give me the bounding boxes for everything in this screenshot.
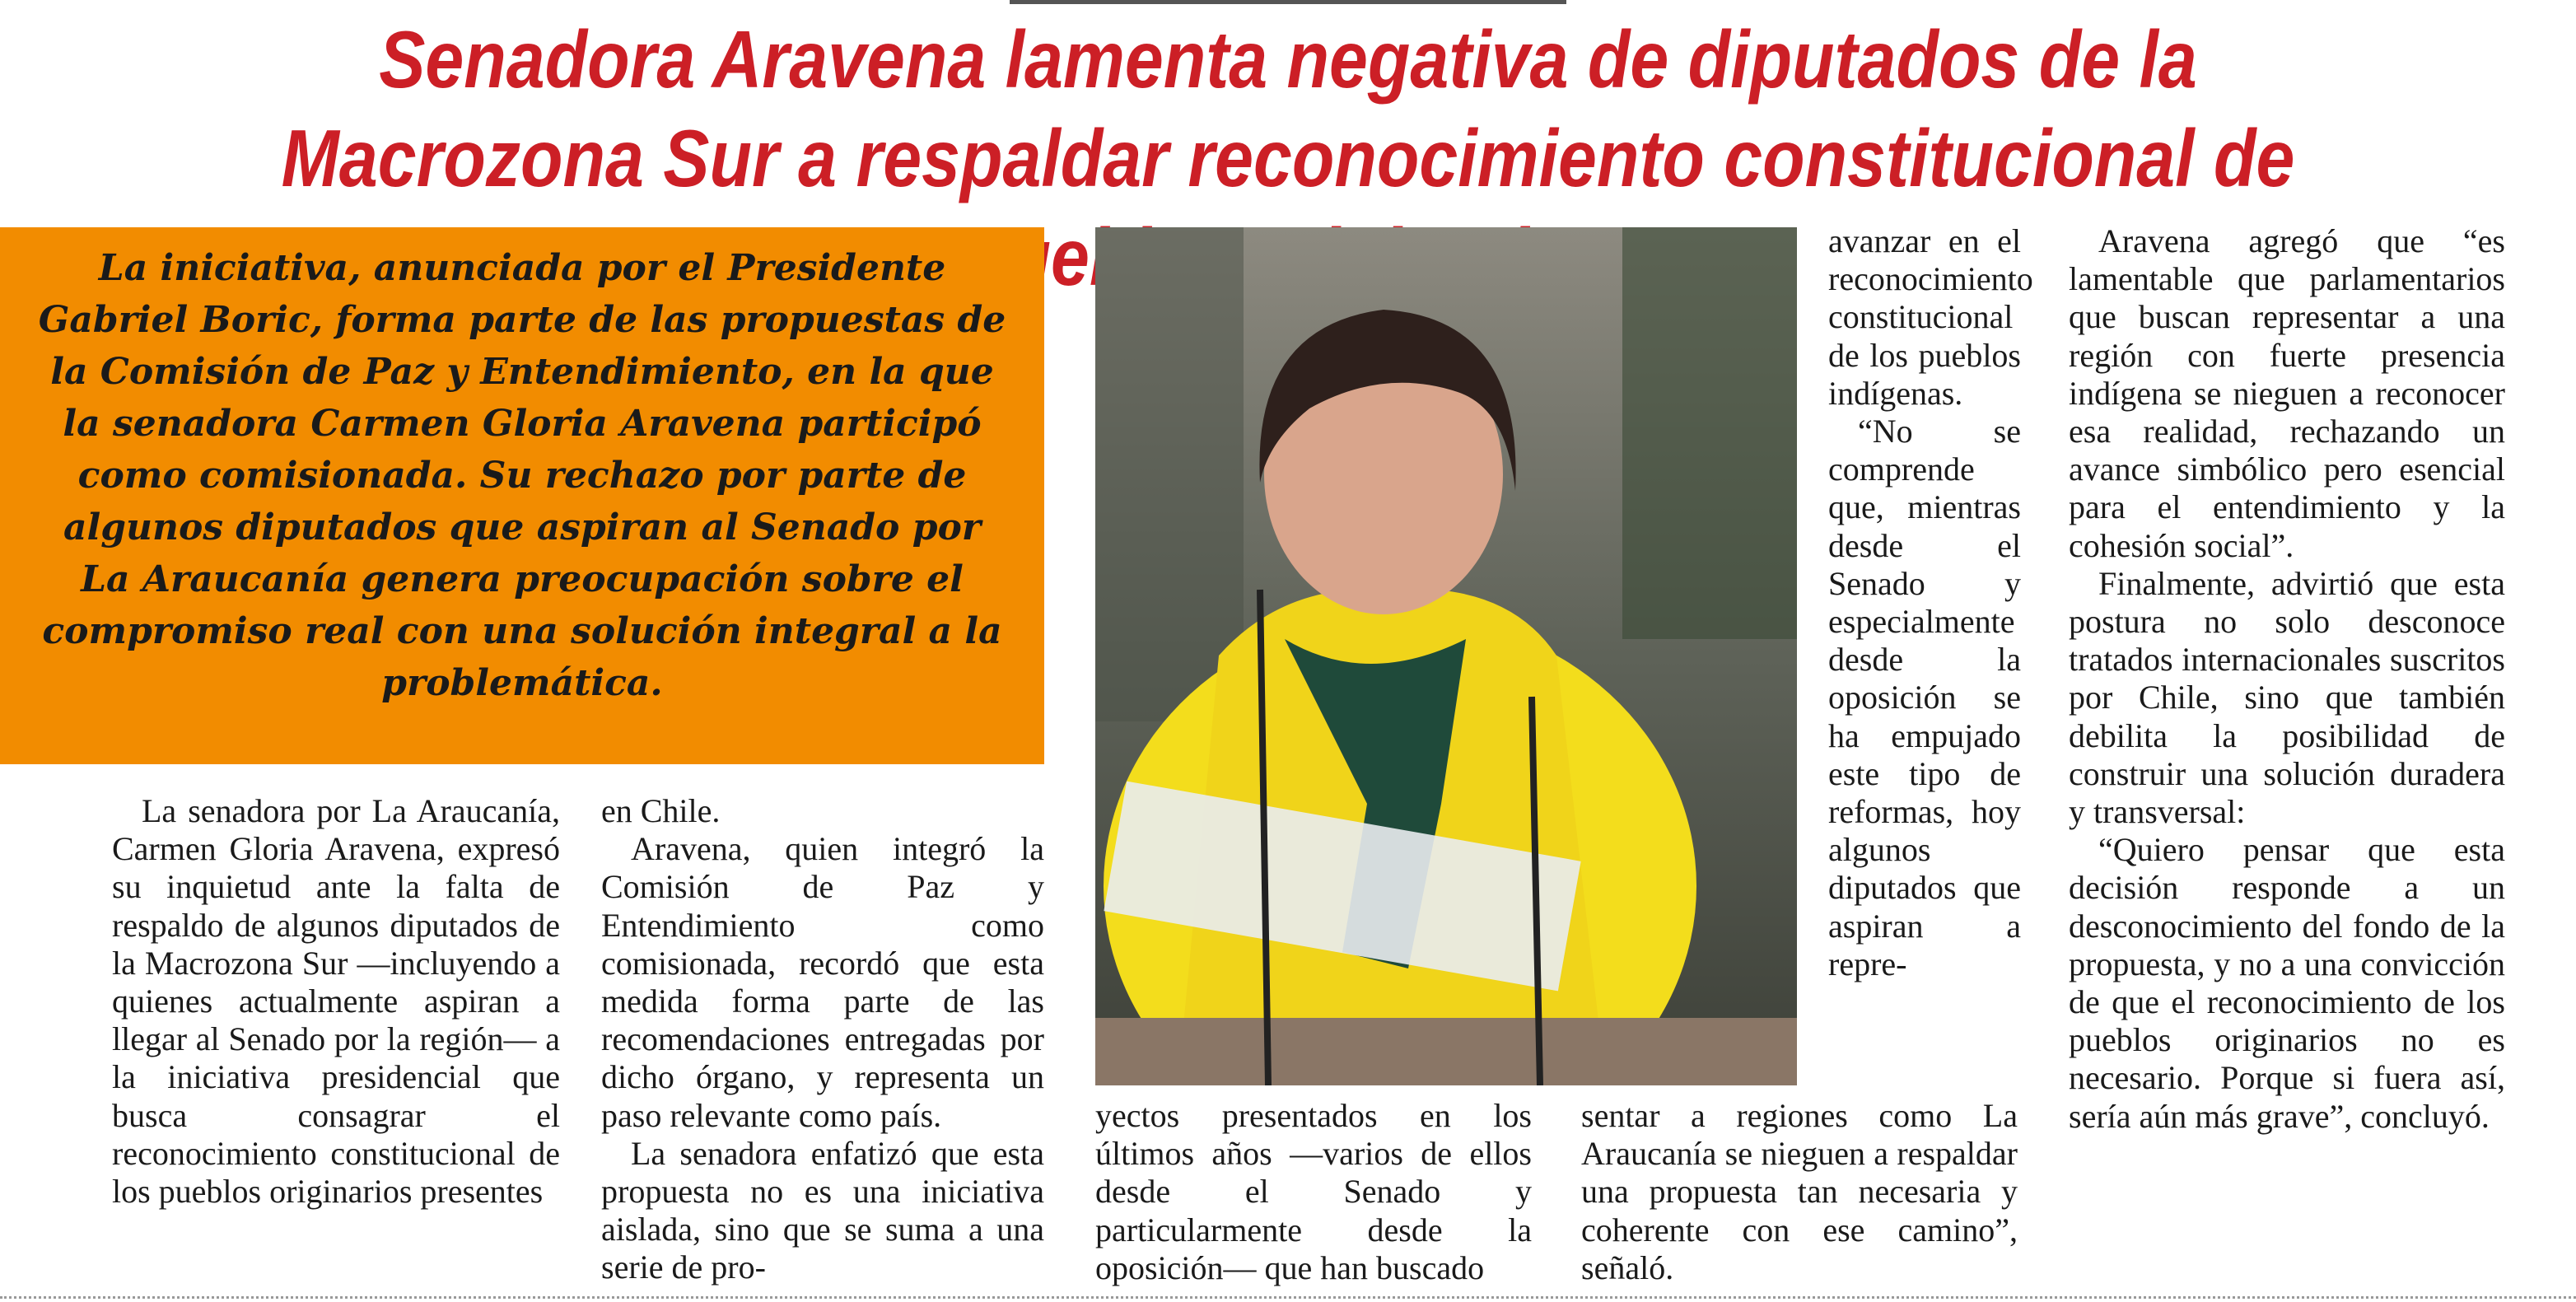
paragraph: La senadora por La Araucanía, Carmen Gloria Aravena, expresó su inquietud ante la falta de respaldo de algunos diputados de la Macrozona Sur —incluyendo a quienes actualmente aspiran a llegar al Senado por la región— a la iniciativa presidencial que busca consagrar el reconocimiento constitucional de los pueblos originarios presentes: [112, 792, 560, 1211]
paragraph: avanzar en el reconocimiento constitucional de los pueblos indígenas.: [1828, 222, 2033, 412]
top-rule: [1010, 0, 1566, 4]
paragraph: Finalmente, advirtió que esta postura no solo desconoce tratados internacionales suscritos por Chile, sino que también debilita la posibilidad de construir una solución duradera y transversal:: [2069, 564, 2505, 831]
paragraph: sentar a regiones como La Araucanía se nieguen a respaldar una propuesta tan necesaria y coherente con ese camino”, señaló.: [1581, 1097, 2018, 1286]
column-1: [112, 792, 560, 1211]
paragraph: La senadora enfatizó que esta propuesta no es una iniciativa aislada, sino que se suma a una serie de pro-: [601, 1134, 1044, 1286]
column-5: [2069, 222, 2505, 1136]
lead-text: La iniciativa, anunciada por el Presidente Gabriel Boric, forma parte de las propuestas de la Comisión de Paz y Entendimiento, en la que la senadora Carmen Gloria Aravena participó como comisionada. Su rechazo por parte de algunos diputados que aspiran al Senado por La Araucanía genera preocupación sobre el compromiso real con una solución integral a la problemática.: [38, 247, 1006, 704]
paragraph: Aravena, quien integró la Comisión de Paz y Entendimiento como comisionada, recordó que esta medida forma parte de las recomendaciones entregadas por dicho órgano, y representa un paso relevante como país.: [601, 830, 1044, 1134]
column-2: [601, 792, 1044, 1287]
paragraph: “Quiero pensar que esta decisión responde a un desconocimiento del fondo de la propuesta, y no a una convicción de que el reconocimiento de los pueblos originarios no es necesario. Porque si fuera así, sería aún más grave”, concluyó.: [2069, 831, 2505, 1135]
paragraph: Aravena agregó que “es lamentable que parlamentarios que buscan representar a una región con fuerte presencia indígena se nieguen a reconocer esa realidad, rechazando un avance simbólico pero esencial para el entendimiento y la cohesión social”.: [2069, 222, 2505, 564]
column-3-continued: [1095, 1097, 1532, 1287]
column-4-continued: [1581, 1097, 2018, 1287]
column-4-narrow: [1828, 222, 2033, 983]
paragraph: “No se comprende que, mientras desde el Senado y especialmente desde la oposición se ha empujado este tipo de reformas, hoy algunos diputados que aspiran a repre-: [1828, 413, 2021, 982]
paragraph: en Chile.: [601, 792, 721, 829]
headline: Senadora Aravena lamenta negativa de diputados de la Macrozona Sur a respaldar reconocimiento constitucional de: [281, 14, 2295, 203]
paragraph: yectos presentados en los últimos años —varios de ellos desde el Senado y particularmente desde la oposición— que han buscado: [1095, 1097, 1532, 1286]
lead-box: [0, 227, 1044, 764]
article-photo: [1095, 227, 1797, 1085]
bottom-rule: [0, 1296, 2576, 1299]
